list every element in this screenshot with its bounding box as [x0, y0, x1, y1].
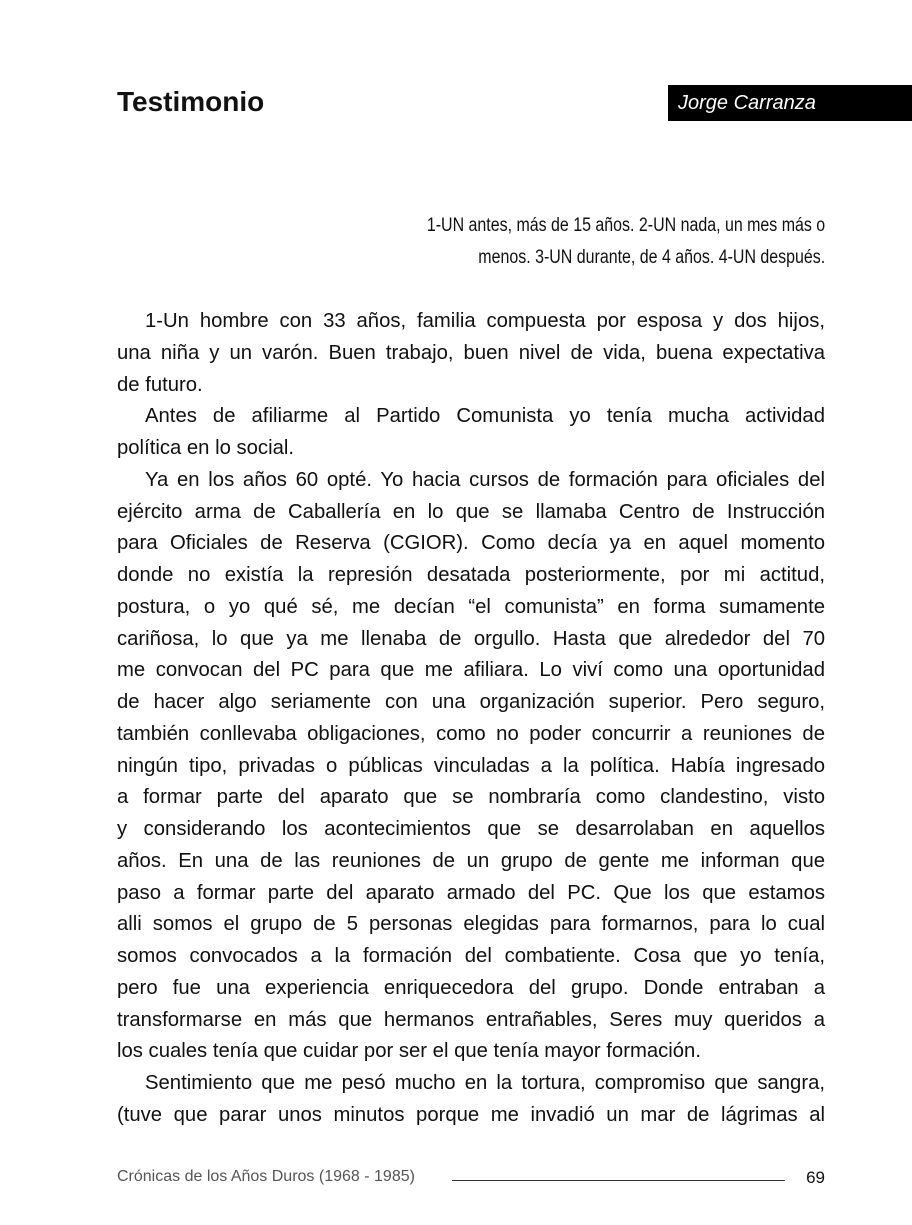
page-title: Testimonio: [117, 86, 265, 117]
text-line: política en lo social.: [117, 437, 294, 459]
book-title: Crónicas de los Años Duros (1968 - 1985): [117, 1168, 415, 1185]
epigraph: [351, 210, 825, 274]
text-line: postura, o yo qué sé, me decían “el comunista” en forma sumamente: [117, 595, 825, 618]
text-line: ejército arma de Caballería en lo que se llamaba Centro de Instrucción: [117, 500, 825, 523]
body-text: [117, 306, 825, 1132]
paragraph: [117, 401, 825, 465]
page-number: 69: [806, 1168, 825, 1187]
text-line: años. En una de las reuniones de un grupo de gente me informan que: [117, 849, 825, 872]
text-line: de futuro.: [117, 373, 203, 396]
epigraph-line: 1-UN antes, más de 15 años. 2-UN nada, un mes más o: [426, 215, 825, 236]
paragraph: [117, 306, 825, 401]
epigraph-line: menos. 3-UN durante, de 4 años. 4-UN después.: [478, 247, 825, 268]
paragraph: [117, 465, 825, 1068]
text-line: paso a formar parte del aparato armado del PC. Que los que estamos: [117, 881, 825, 904]
text-line: somos convocados a la formación del combatiente. Cosa que yo tenía,: [117, 945, 825, 967]
text-line: también conllevaba obligaciones, como no poder concurrir a reuniones de: [117, 722, 825, 745]
text-line: de hacer algo seriamente con una organización superior. Pero seguro,: [117, 691, 825, 713]
text-line: una niña y un varón. Buen trabajo, buen nivel de vida, buena expectativa: [117, 341, 825, 364]
page-footer: [117, 1168, 825, 1192]
text-line: (tuve que parar unos minutos porque me invadió un mar de lágrimas al: [117, 1103, 825, 1126]
text-line: y considerando los acontecimientos que se desarrolaban en aquellos: [117, 818, 825, 840]
text-line: 1-Un hombre con 33 años, familia compuesta por esposa y dos hijos,: [145, 310, 825, 332]
text-line: cariñosa, lo que ya me llenaba de orgullo. Hasta que alrededor del 70: [117, 627, 825, 650]
text-line: para Oficiales de Reserva (CGIOR). Como decía ya en aquel momento: [117, 532, 825, 555]
text-line: los cuales tenía que cuidar por ser el que tenía mayor formación.: [117, 1040, 701, 1063]
paragraph: [117, 1068, 825, 1132]
footer-divider: [452, 1180, 785, 1181]
text-line: Antes de afiliarme al Partido Comunista yo tenía mucha actividad: [145, 405, 825, 428]
text-line: Sentimiento que me pesó mucho en la tortura, compromiso que sangra,: [145, 1072, 825, 1094]
text-line: me convocan del PC para que me afiliara. Lo viví como una oportunidad: [117, 659, 825, 682]
text-line: ningún tipo, privadas o públicas vinculadas a la política. Había ingresado: [117, 754, 825, 777]
text-line: pero fue una experiencia enriquecedora del grupo. Donde entraban a: [117, 976, 825, 999]
text-line: a formar parte del aparato que se nombraría como clandestino, visto: [117, 786, 825, 809]
text-line: Ya en los años 60 opté. Yo hacia cursos de formación para oficiales del: [145, 468, 825, 491]
author-banner: Jorge Carranza: [668, 85, 912, 121]
text-line: alli somos el grupo de 5 personas elegidas para formarnos, para lo cual: [117, 913, 825, 936]
text-line: donde no existía la represión desatada posteriormente, por mi actitud,: [117, 564, 825, 586]
text-line: transformarse en más que hermanos entrañables, Seres muy queridos a: [117, 1008, 825, 1031]
